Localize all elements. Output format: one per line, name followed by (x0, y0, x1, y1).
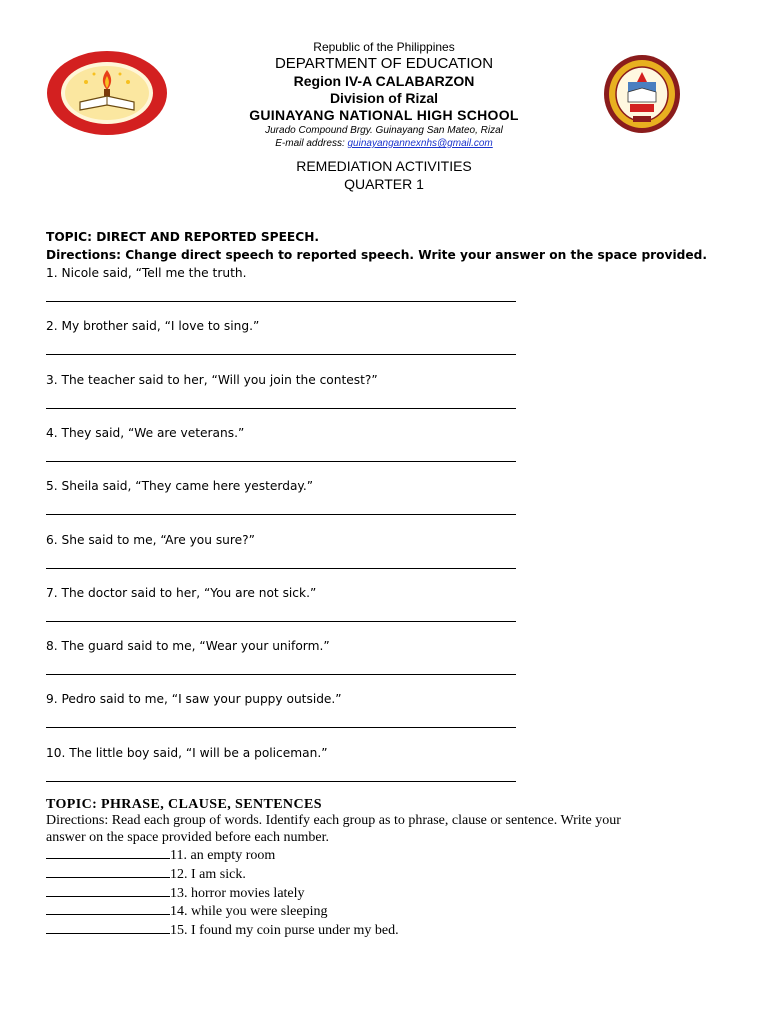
email-link[interactable]: guinayangannexnhs@gmail.com (347, 138, 493, 149)
item-11-text: 11. an empty room (170, 848, 276, 863)
school-address: Jurado Compound Brgy. Guinayang San Mateo, Rizal (265, 125, 503, 136)
answer-line-8[interactable] (46, 673, 516, 675)
item-12 (46, 865, 706, 884)
item-15-text: 15. I found my coin purse under my bed. (170, 923, 399, 939)
letterhead (0, 40, 768, 150)
answer-blank-11[interactable] (46, 846, 170, 859)
division-name: Division of Rizal (329, 90, 439, 106)
question-4: 4. They said, “We are veterans.” (46, 425, 245, 440)
answer-line-3[interactable] (46, 407, 516, 409)
document-title: REMEDIATION ACTIVITIES (296, 158, 472, 174)
item-14-text: 14. while you were sleeping (170, 904, 328, 920)
answer-line-6[interactable] (46, 567, 516, 569)
answer-line-9[interactable] (46, 726, 516, 728)
department-name: DEPARTMENT OF EDUCATION (274, 55, 494, 72)
answer-line-5[interactable] (46, 513, 516, 515)
answer-blank-12[interactable] (46, 865, 170, 878)
answer-blank-14[interactable] (46, 902, 170, 915)
answer-blank-15[interactable] (46, 921, 170, 934)
answer-line-1[interactable] (46, 300, 516, 302)
question-5: 5. Sheila said, “They came here yesterday.” (46, 479, 314, 494)
question-9: 9. Pedro said to me, “I saw your puppy outside.” (46, 692, 342, 707)
question-8: 8. The guard said to me, “Wear your uniform.” (46, 639, 330, 654)
section1-topic: TOPIC: DIRECT AND REPORTED SPEECH. (46, 230, 320, 244)
item-13-text: 13. horror movies lately (170, 885, 305, 901)
question-6: 6. She said to me, “Are you sure?” (46, 532, 255, 547)
section2-topic: TOPIC: PHRASE, CLAUSE, SENTENCES (46, 797, 322, 812)
item-14 (46, 902, 706, 921)
email-label: E-mail address: (275, 138, 348, 149)
item-13 (46, 884, 706, 903)
answer-line-10[interactable] (46, 780, 516, 782)
item-15 (46, 921, 706, 940)
question-3: 3. The teacher said to her, “Will you join the contest?” (46, 372, 378, 387)
region-name: Region IV-A CALABARZON (293, 73, 475, 89)
republic-label: Republic of the Philippines (313, 40, 455, 54)
answer-line-2[interactable] (46, 353, 516, 355)
section2-directions-line2: answer on the space provided before each number. (46, 829, 329, 845)
question-2: 2. My brother said, “I love to sing.” (46, 319, 260, 334)
question-7: 7. The doctor said to her, “You are not sick.” (46, 585, 317, 600)
section2-directions-line1: Directions: Read each group of words. Identify each group as to phrase, clause or sentence. Write your (46, 813, 621, 828)
quarter-label: QUARTER 1 (344, 176, 424, 192)
item-12-text: 12. I am sick. (170, 866, 246, 882)
school-name: GUINAYANG NATIONAL HIGH SCHOOL (249, 107, 519, 123)
answer-line-7[interactable] (46, 620, 516, 622)
direct-reported-speech-section (46, 228, 726, 280)
email-line (0, 137, 768, 150)
answer-blank-13[interactable] (46, 884, 170, 897)
question-10: 10. The little boy said, “I will be a policeman.” (46, 745, 328, 760)
question-1: 1. Nicole said, “Tell me the truth. (46, 266, 247, 280)
item-11 (46, 846, 706, 865)
section1-directions: Directions: Change direct speech to reported speech. Write your answer on the space provided. (46, 248, 708, 262)
answer-line-4[interactable] (46, 460, 516, 462)
phrase-clause-sentence-section (46, 796, 706, 940)
